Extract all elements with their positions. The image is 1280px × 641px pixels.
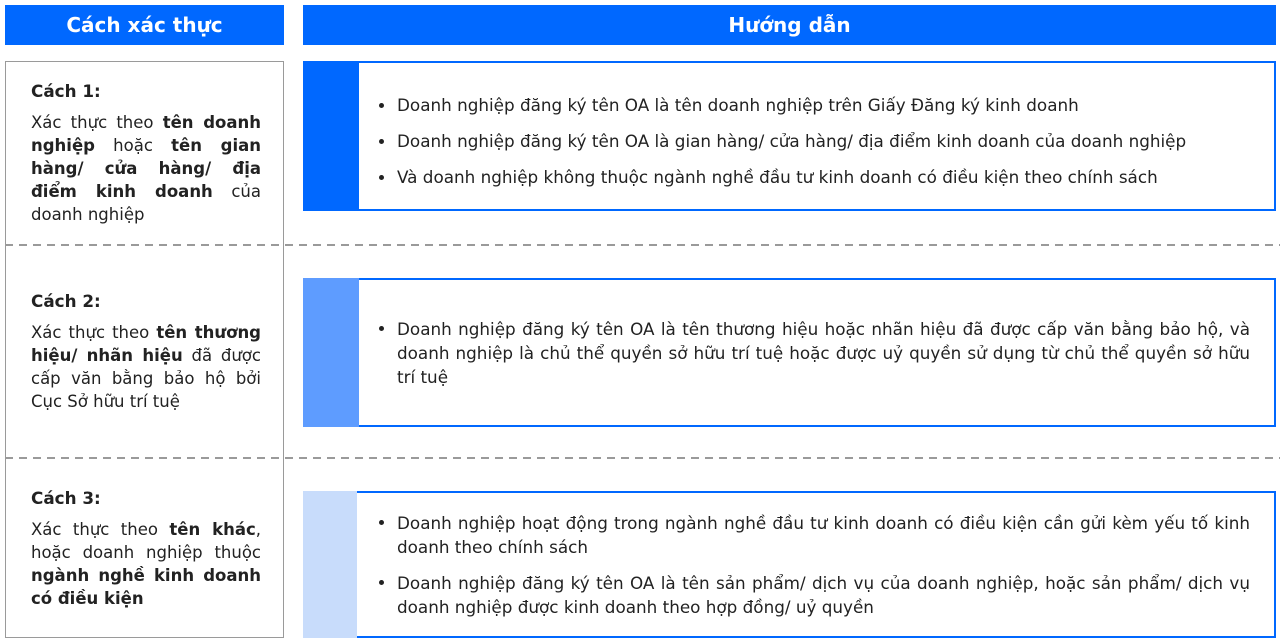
method-1-guide-box xyxy=(303,61,1276,211)
method-3-guide-box xyxy=(303,491,1276,638)
method-1-cell xyxy=(31,61,261,244)
bullet-icon xyxy=(379,326,384,331)
method-1-accent-bar xyxy=(303,61,359,211)
method-description-emphasis: ngành nghề kinh doanh có điều kiện xyxy=(31,565,261,608)
method-3-description xyxy=(31,518,261,610)
bullet-icon xyxy=(379,103,384,108)
method-description-emphasis: tên gian hàng/ cửa hàng/ địa điểm kinh doanh xyxy=(31,135,262,201)
method-2-guide-list xyxy=(375,280,1250,425)
guide-item xyxy=(375,165,1250,189)
method-description-text: , hoặc doanh nghiệp thuộc xyxy=(31,519,261,562)
header-verification-method xyxy=(5,5,284,45)
bullet-icon xyxy=(379,580,384,585)
method-description-emphasis: tên khác xyxy=(169,519,256,539)
guide-item xyxy=(375,129,1250,153)
guide-item xyxy=(375,317,1250,389)
bullet-icon xyxy=(379,175,384,180)
guide-item-text: Doanh nghiệp đăng ký tên OA là gian hàng/ cửa hàng/ địa điểm kinh doanh của doanh nghiệp xyxy=(397,131,1187,151)
method-3-guide-list xyxy=(375,493,1250,636)
method-3-accent-bar xyxy=(303,491,357,638)
guide-item-text: Doanh nghiệp đăng ký tên OA là tên doanh nghiệp trên Giấy Đăng ký kinh doanh xyxy=(397,95,1079,115)
method-description-emphasis: tên thương hiệu/ nhãn hiệu xyxy=(31,322,261,365)
method-2-cell xyxy=(31,245,261,457)
method-description-text: Xác thực theo xyxy=(31,112,163,132)
method-2-accent-bar xyxy=(303,278,359,427)
header-guide xyxy=(303,5,1276,45)
method-description-text: đã được cấp văn bằng bảo hộ bởi Cục Sở hữu trí tuệ xyxy=(31,345,261,411)
guide-item xyxy=(375,93,1250,117)
guide-item xyxy=(375,511,1250,559)
guide-item-text: Doanh nghiệp đăng ký tên OA là tên thương hiệu hoặc nhãn hiệu đã được cấp văn bằng bảo hộ, và doanh nghiệp là chủ thể quyền sở hữu trí tuệ hoặc được uỷ quyền sử dụng từ chủ thể quyền sở hữu trí tuệ xyxy=(397,318,1250,387)
guide-item-text: Doanh nghiệp hoạt động trong ngành nghề đầu tư kinh doanh có điều kiện cần gửi kèm yếu tố kinh doanh theo chính sách xyxy=(397,512,1250,557)
method-description-text: Xác thực theo xyxy=(31,322,157,342)
method-description-text: của doanh nghiệp xyxy=(31,181,261,224)
method-2-description xyxy=(31,321,261,413)
method-1-description xyxy=(31,111,261,226)
method-description-emphasis: tên doanh nghiệp xyxy=(31,112,261,155)
method-3-label: Cách 3: xyxy=(31,487,101,508)
guide-item-text: Và doanh nghiệp không thuộc ngành nghề đầu tư kinh doanh có điều kiện theo chính sách xyxy=(397,167,1158,187)
method-description-text: Xác thực theo xyxy=(31,519,170,539)
header-verification-method-label: Cách xác thực xyxy=(66,13,223,37)
method-1-guide-list xyxy=(375,63,1250,209)
guide-item-text: Doanh nghiệp đăng ký tên OA là tên sản phẩm/ dịch vụ của doanh nghiệp, hoặc sản phẩm/ dịch vụ doanh nghiệp được kinh doanh theo hợp đồng/ uỷ quyền xyxy=(397,572,1250,617)
method-1-label: Cách 1: xyxy=(31,80,101,101)
guide-item xyxy=(375,571,1250,619)
bullet-icon xyxy=(379,139,384,144)
method-2-label: Cách 2: xyxy=(31,290,101,311)
bullet-icon xyxy=(379,520,384,525)
method-3-cell xyxy=(31,458,261,638)
header-guide-label: Hướng dẫn xyxy=(728,13,851,37)
method-2-guide-box xyxy=(303,278,1276,427)
method-description-text: hoặc xyxy=(94,135,172,155)
